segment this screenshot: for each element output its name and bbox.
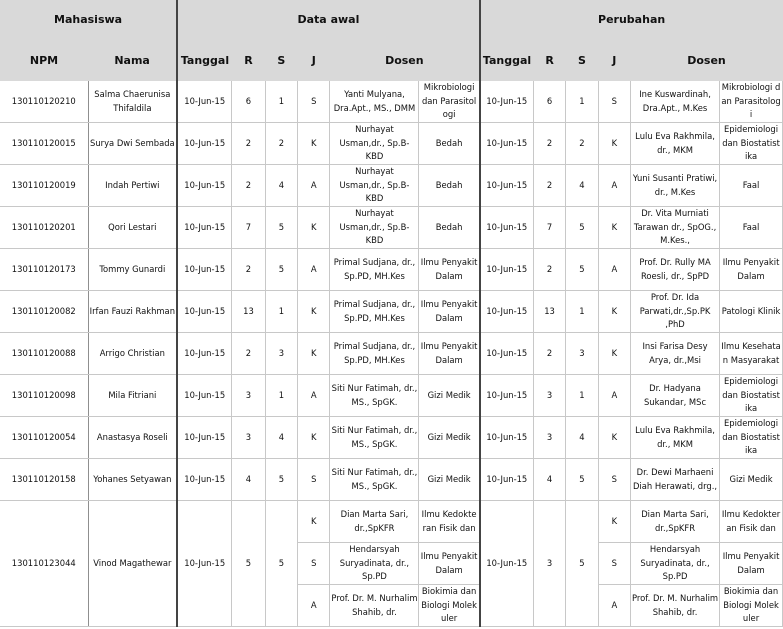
cell-awal-s: 5 [265,207,297,249]
cell-perubahan-dosen: Dian Marta Sari, dr.,SpKFR [631,501,720,543]
cell-perubahan-dosen: Dr. Dewi Marhaeni Diah Herawati, drg., [631,459,720,501]
cell-awal-dosen: Siti Nur Fatimah, dr., MS., SpGK. [330,375,419,417]
cell-perubahan-r: 3 [533,417,565,459]
cell-perubahan-s: 2 [566,123,598,165]
cell-npm: 130110123044 [0,501,88,627]
cell-awal-j: K [298,207,330,249]
cell-awal-j: S [298,459,330,501]
cell-awal-tanggal: 10-Jun-15 [177,165,232,207]
cell-awal-s: 5 [265,459,297,501]
cell-awal-r: 2 [232,249,265,291]
cell-awal-dosen: Primal Sudjana, dr., Sp.PD, MH.Kes [330,291,419,333]
cell-awal-bagian: Bedah [419,123,480,165]
cell-perubahan-dosen: Lulu Eva Rakhmila, dr., MKM [631,123,720,165]
cell-awal-j: A [298,165,330,207]
cell-awal-dosen: Siti Nur Fatimah, dr., MS., SpGK. [330,417,419,459]
cell-perubahan-s: 1 [566,291,598,333]
cell-npm: 130110120015 [0,123,88,165]
header-j: J [598,39,630,81]
cell-awal-tanggal: 10-Jun-15 [177,81,232,123]
cell-perubahan-dosen: Yuni Susanti Pratiwi, dr., M.Kes [631,165,720,207]
cell-nama: Surya Dwi Sembada [88,123,177,165]
cell-perubahan-r: 4 [533,459,565,501]
cell-perubahan-dosen: Insi Farisa Desy Arya, dr.,Msi [631,333,720,375]
cell-perubahan-j: K [598,333,630,375]
cell-awal-bagian: Bedah [419,207,480,249]
cell-awal-bagian: Gizi Medik [419,417,480,459]
cell-perubahan-j: K [598,501,630,543]
cell-npm: 130110120210 [0,81,88,123]
cell-perubahan-r: 2 [533,333,565,375]
cell-npm: 130110120158 [0,459,88,501]
table-row [0,291,783,333]
cell-perubahan-j: S [598,459,630,501]
cell-nama: Arrigo Christian [88,333,177,375]
cell-awal-bagian: Ilmu Penyakit Dalam [419,249,480,291]
cell-awal-j: K [298,123,330,165]
cell-awal-r: 6 [232,81,265,123]
cell-awal-j: K [298,417,330,459]
header-r: R [232,39,265,81]
cell-perubahan-j: S [598,543,630,585]
cell-awal-bagian: Ilmu Penyakit Dalam [419,291,480,333]
header-tanggal: Tanggal [177,39,232,81]
cell-nama: Yohanes Setyawan [88,459,177,501]
cell-awal-tanggal: 10-Jun-15 [177,207,232,249]
cell-awal-tanggal: 10-Jun-15 [177,375,232,417]
header-group-data-awal: Data awal [177,0,480,39]
cell-perubahan-bagian: Mikrobiologi dan Parasitologi [720,81,783,123]
cell-perubahan-s: 3 [566,333,598,375]
cell-nama: Irfan Fauzi Rakhman [88,291,177,333]
cell-awal-dosen: Nurhayat Usman,dr., Sp.B-KBD [330,165,419,207]
cell-perubahan-j: K [598,417,630,459]
cell-nama: Vinod Magathewar [88,501,177,627]
cell-awal-dosen: Siti Nur Fatimah, dr., MS., SpGK. [330,459,419,501]
cell-perubahan-bagian: Ilmu Penyakit Dalam [720,249,783,291]
cell-perubahan-j: A [598,249,630,291]
cell-awal-dosen: Prof. Dr. M. Nurhalim Shahib, dr. [330,585,419,627]
cell-awal-s: 4 [265,417,297,459]
cell-awal-j: A [298,375,330,417]
cell-perubahan-dosen: Prof. Dr. Ida Parwati,dr.,Sp.PK ,PhD [631,291,720,333]
cell-awal-r: 2 [232,333,265,375]
cell-perubahan-r: 7 [533,207,565,249]
header-s: S [566,39,598,81]
header-dosen: Dosen [330,39,480,81]
cell-awal-bagian: Mikrobiologi dan Parasitologi [419,81,480,123]
cell-awal-s: 2 [265,123,297,165]
cell-perubahan-j: S [598,81,630,123]
table-body [0,81,783,627]
header-dosen: Dosen [631,39,783,81]
cell-perubahan-r: 6 [533,81,565,123]
header-group-mahasiswa: Mahasiswa [0,0,177,39]
cell-awal-r: 5 [232,501,265,627]
cell-awal-bagian: Ilmu Penyakit Dalam [419,333,480,375]
header-j: J [298,39,330,81]
cell-awal-j: K [298,291,330,333]
cell-perubahan-bagian: Biokimia dan Biologi Molekuler [720,585,783,627]
cell-perubahan-bagian: Faal [720,207,783,249]
table-row [0,249,783,291]
cell-perubahan-tanggal: 10-Jun-15 [480,417,534,459]
header-npm: NPM [0,39,88,81]
cell-perubahan-j: K [598,207,630,249]
cell-awal-tanggal: 10-Jun-15 [177,459,232,501]
cell-nama: Indah Pertiwi [88,165,177,207]
header-r: R [533,39,565,81]
table-row [0,207,783,249]
cell-awal-dosen: Hendarsyah Suryadinata, dr., Sp.PD [330,543,419,585]
cell-perubahan-j: K [598,291,630,333]
cell-awal-tanggal: 10-Jun-15 [177,417,232,459]
cell-nama: Mila Fitriani [88,375,177,417]
cell-perubahan-bagian: Gizi Medik [720,459,783,501]
cell-awal-tanggal: 10-Jun-15 [177,501,232,627]
header-nama: Nama [88,39,177,81]
cell-awal-bagian: Biokimia dan Biologi Molekuler [419,585,480,627]
cell-awal-s: 1 [265,375,297,417]
cell-awal-dosen: Primal Sudjana, dr., Sp.PD, MH.Kes [330,333,419,375]
table-row [0,375,783,417]
cell-perubahan-r: 2 [533,249,565,291]
cell-nama: Salma Chaerunisa Thifaldila [88,81,177,123]
cell-awal-j: S [298,543,330,585]
cell-awal-tanggal: 10-Jun-15 [177,333,232,375]
table-row [0,123,783,165]
cell-awal-bagian: Ilmu Penyakit Dalam [419,543,480,585]
cell-awal-r: 13 [232,291,265,333]
cell-perubahan-s: 1 [566,375,598,417]
cell-awal-j: K [298,333,330,375]
table-row [0,81,783,123]
cell-awal-bagian: Gizi Medik [419,459,480,501]
cell-awal-j: A [298,249,330,291]
cell-perubahan-tanggal: 10-Jun-15 [480,375,534,417]
cell-perubahan-r: 3 [533,375,565,417]
cell-perubahan-r: 2 [533,123,565,165]
cell-perubahan-j: K [598,123,630,165]
cell-awal-r: 4 [232,459,265,501]
cell-perubahan-bagian: Faal [720,165,783,207]
cell-awal-j: A [298,585,330,627]
cell-awal-r: 2 [232,165,265,207]
table-row [0,459,783,501]
cell-perubahan-tanggal: 10-Jun-15 [480,333,534,375]
cell-perubahan-tanggal: 10-Jun-15 [480,501,534,627]
cell-awal-j: K [298,501,330,543]
cell-perubahan-tanggal: 10-Jun-15 [480,459,534,501]
cell-perubahan-bagian: Epidemiologi dan Biostatistika [720,375,783,417]
cell-perubahan-dosen: Prof. Dr. Rully MA Roesli, dr., SpPD [631,249,720,291]
cell-awal-r: 3 [232,375,265,417]
cell-npm: 130110120201 [0,207,88,249]
cell-awal-s: 4 [265,165,297,207]
cell-awal-dosen: Nurhayat Usman,dr., Sp.B-KBD [330,207,419,249]
cell-awal-s: 3 [265,333,297,375]
cell-perubahan-bagian: Ilmu Penyakit Dalam [720,543,783,585]
cell-perubahan-r: 2 [533,165,565,207]
cell-npm: 130110120054 [0,417,88,459]
cell-perubahan-s: 5 [566,207,598,249]
cell-awal-bagian: Ilmu Kedokteran Fisik dan [419,501,480,543]
cell-awal-dosen: Primal Sudjana, dr., Sp.PD, MH.Kes [330,249,419,291]
cell-perubahan-r: 3 [533,501,565,627]
cell-awal-s: 5 [265,501,297,627]
cell-perubahan-j: A [598,165,630,207]
cell-perubahan-r: 13 [533,291,565,333]
cell-perubahan-s: 5 [566,459,598,501]
cell-nama: Qori Lestari [88,207,177,249]
cell-nama: Tommy Gunardi [88,249,177,291]
cell-perubahan-tanggal: 10-Jun-15 [480,291,534,333]
cell-awal-dosen: Yanti Mulyana, Dra.Apt., MS., DMM [330,81,419,123]
cell-awal-bagian: Gizi Medik [419,375,480,417]
cell-awal-j: S [298,81,330,123]
cell-perubahan-tanggal: 10-Jun-15 [480,249,534,291]
cell-awal-dosen: Dian Marta Sari, dr.,SpKFR [330,501,419,543]
cell-awal-tanggal: 10-Jun-15 [177,291,232,333]
cell-perubahan-tanggal: 10-Jun-15 [480,207,534,249]
cell-awal-bagian: Bedah [419,165,480,207]
cell-perubahan-bagian: Ilmu Kedokteran Fisik dan [720,501,783,543]
cell-awal-s: 1 [265,81,297,123]
cell-perubahan-dosen: Lulu Eva Rakhmila, dr., MKM [631,417,720,459]
cell-perubahan-dosen: Dr. Hadyana Sukandar, MSc [631,375,720,417]
cell-perubahan-dosen: Dr. Vita Murniati Tarawan dr., SpOG., M.Kes., [631,207,720,249]
cell-perubahan-tanggal: 10-Jun-15 [480,165,534,207]
cell-awal-tanggal: 10-Jun-15 [177,123,232,165]
cell-npm: 130110120088 [0,333,88,375]
cell-perubahan-bagian: Epidemiologi dan Biostatistika [720,417,783,459]
cell-perubahan-dosen: Prof. Dr. M. Nurhalim Shahib, dr. [631,585,720,627]
cell-perubahan-dosen: Ine Kuswardinah, Dra.Apt., M.Kes [631,81,720,123]
cell-awal-dosen: Nurhayat Usman,dr., Sp.B-KBD [330,123,419,165]
cell-perubahan-s: 4 [566,417,598,459]
cell-npm: 130110120019 [0,165,88,207]
cell-perubahan-s: 5 [566,501,598,627]
cell-awal-tanggal: 10-Jun-15 [177,249,232,291]
cell-npm: 130110120082 [0,291,88,333]
cell-npm: 130110120173 [0,249,88,291]
cell-perubahan-j: A [598,585,630,627]
cell-perubahan-tanggal: 10-Jun-15 [480,81,534,123]
header-s: S [265,39,297,81]
table-row [0,417,783,459]
cell-perubahan-dosen: Hendarsyah Suryadinata, dr., Sp.PD [631,543,720,585]
cell-perubahan-j: A [598,375,630,417]
cell-perubahan-bagian: Epidemiologi dan Biostatistika [720,123,783,165]
cell-perubahan-s: 4 [566,165,598,207]
table-row [0,501,783,543]
cell-npm: 130110120098 [0,375,88,417]
cell-perubahan-bagian: Ilmu Kesehatan Masyarakat [720,333,783,375]
cell-awal-s: 5 [265,249,297,291]
table-row [0,165,783,207]
cell-awal-r: 7 [232,207,265,249]
cell-awal-r: 3 [232,417,265,459]
header-group-perubahan: Perubahan [480,0,783,39]
cell-awal-r: 2 [232,123,265,165]
cell-perubahan-s: 5 [566,249,598,291]
table-row [0,333,783,375]
cell-perubahan-s: 1 [566,81,598,123]
cell-perubahan-tanggal: 10-Jun-15 [480,123,534,165]
header-tanggal: Tanggal [480,39,534,81]
cell-awal-s: 1 [265,291,297,333]
cell-nama: Anastasya Roseli [88,417,177,459]
cell-perubahan-bagian: Patologi Klinik [720,291,783,333]
